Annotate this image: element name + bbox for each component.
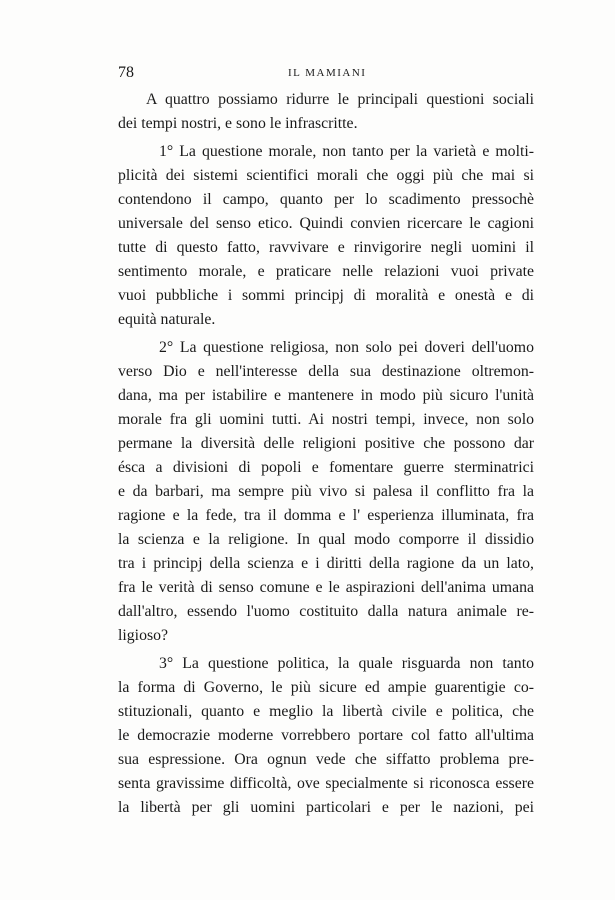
body-text (118, 88, 534, 820)
text-line: sentimento morale, e praticare nelle relazioni vuoi private (118, 263, 534, 280)
paragraph-political-question (118, 652, 534, 820)
text-line: ragione e la fede, tra il domma e l' esperienza illuminata, fra (118, 507, 534, 524)
text-line: fra le verità di senso comune e le aspirazioni dell'anima umana (118, 579, 534, 596)
text-line: 3° La questione politica, la quale risguarda non tanto (159, 655, 534, 672)
text-line: dana, ma per istabilire e mantenere in modo più sicuro l'unità (118, 387, 534, 404)
text-line: permane la diversità delle religioni positive che possono dar (118, 435, 534, 452)
page-header (118, 64, 534, 86)
text-line: ésca a divisioni di popoli e fomentare guerre sterminatrici (118, 459, 534, 476)
text-line: la forma di Governo, le più sicure ed ampie guarentigie co- (118, 679, 534, 696)
text-line: 2° La questione religiosa, non solo pei doveri dell'uomo (159, 339, 534, 356)
text-line: le democrazie moderne vorrebbero portare col fatto all'ultima (118, 727, 534, 744)
text-line: la scienza e la religione. In qual modo comporre il dissidio (118, 531, 534, 548)
text-line: verso Dio e nell'interesse della sua destinazione oltremon- (118, 363, 534, 380)
text-line: tra i principj della scienza e i diritti della ragione da un lato, (118, 555, 534, 572)
text-line: ligioso? (118, 627, 169, 644)
text-line: morale fra gli uomini tutti. Ai nostri tempi, invece, non solo (118, 411, 534, 428)
text-line: e da barbari, ma sempre più vivo si palesa il conflitto fra la (118, 483, 534, 500)
text-line: sua espressione. Ora ognun vede che siffatto problema pre- (118, 751, 534, 768)
paragraph-religious-question (118, 336, 534, 648)
text-line: dall'altro, essendo l'uomo costituito dalla natura animale re- (118, 603, 534, 620)
text-line: contendono il campo, quanto per lo scadimento pressochè (118, 191, 534, 208)
paragraph-intro (118, 88, 534, 136)
running-title: IL MAMIANI (288, 67, 367, 79)
text-line: senta gravissime difficoltà, ove specialmente si riconosca essere (118, 775, 534, 792)
paragraph-moral-question (118, 140, 534, 332)
text-line: la libertà per gli uomini particolari e per le nazioni, pei (118, 799, 534, 816)
text-line: tutte di questo fatto, ravvivare e rinvigorire negli uomini il (118, 239, 534, 256)
text-line: 1° La questione morale, non tanto per la varietà e molti- (159, 143, 534, 160)
page-number: 78 (118, 64, 134, 81)
text-line: dei tempi nostri, e sono le infrascritte. (118, 115, 358, 132)
text-line: vuoi pubbliche i sommi principj di moralità e onestà e di (118, 287, 534, 304)
text-line: equità naturale. (118, 311, 216, 328)
text-line: plicità dei sistemi scientifici morali che oggi più che mai si (118, 167, 534, 184)
text-line: A quattro possiamo ridurre le principali questioni sociali (146, 91, 534, 108)
text-line: universale del senso etico. Quindi convien ricercare le cagioni (118, 215, 534, 232)
text-line: stituzionali, quanto e meglio la libertà civile e politica, che (118, 703, 534, 720)
